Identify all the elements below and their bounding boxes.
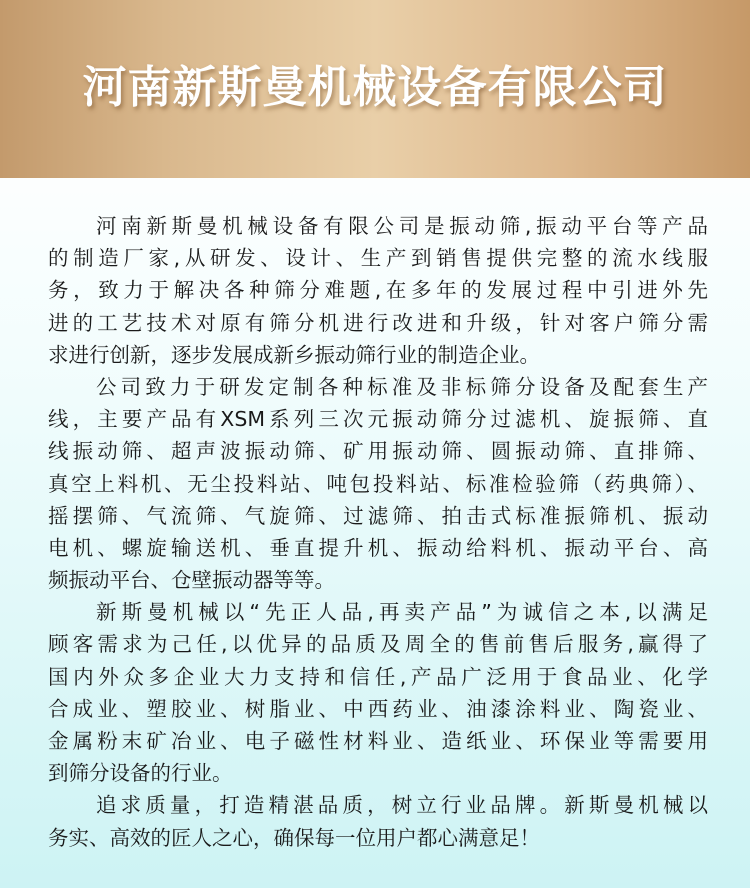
text-line: 金属粉末矿冶业、电子磁性材料业、造纸业、环保业等需要用 xyxy=(48,729,708,753)
text-line: 到筛分设备的行业。 xyxy=(48,761,233,786)
company-intro-text xyxy=(48,210,708,854)
text-line: 公司致力于研发定制各种标准及非标筛分设备及配套生产 xyxy=(96,374,708,399)
text-line: 务实、高效的匠人之心，确保每一位用户都心满意足！ xyxy=(48,825,540,850)
text-line: 真空上料机、无尘投料站、吨包投料站、标准检验筛（药典筛）、 xyxy=(48,471,708,496)
text-line: 国内外众多企业大力支持和信任,产品广泛用于食品业、化学 xyxy=(48,664,708,689)
text-line: 务，致力于解决各种筛分难题,在多年的发展过程中引进外先 xyxy=(48,278,708,303)
paragraph-philosophy xyxy=(48,596,708,789)
text-line: 合成业、塑胶业、树脂业、中西药业、油漆涂料业、陶瓷业、 xyxy=(48,696,708,721)
page-title: 河南新斯曼机械设备有限公司 xyxy=(82,62,668,113)
text-line: 线振动筛、超声波振动筛、矿用振动筛、圆振动筛、直排筛、 xyxy=(48,439,708,464)
paragraph-quality xyxy=(48,789,708,853)
text-line: 顾客需求为己任,以优异的品质及周全的售前售后服务,赢得了 xyxy=(48,632,708,657)
text-line: 进的工艺技术对原有筛分机进行改进和升级，针对客户筛分需 xyxy=(48,310,708,335)
text-line: 频振动平台、仓壁振动器等等。 xyxy=(48,568,335,593)
text-line: 追求质量，打造精湛品质，树立行业品牌。新斯曼机械以 xyxy=(96,793,708,818)
header-banner xyxy=(0,0,750,178)
text-line: 新斯曼机械以“先正人品,再卖产品”为诚信之本,以满足 xyxy=(96,600,708,625)
paragraph-products xyxy=(48,371,708,596)
text-line: 求进行创新，逐步发展成新乡振动筛行业的制造企业。 xyxy=(48,342,540,367)
paragraph-intro xyxy=(48,210,708,371)
text-line: 河南新斯曼机械设备有限公司是振动筛,振动平台等产品 xyxy=(96,214,708,238)
text-line: 电机、螺旋输送机、垂直提升机、振动给料机、振动平台、高 xyxy=(48,535,708,560)
text-line: 的制造厂家,从研发、设计、生产到销售提供完整的流水线服 xyxy=(48,246,708,271)
text-line: 摇摆筛、气流筛、气旋筛、过滤筛、拍击式标准振筛机、振动 xyxy=(48,503,708,528)
text-line: 线，主要产品有XSM系列三次元振动筛分过滤机、旋振筛、直 xyxy=(48,407,708,432)
